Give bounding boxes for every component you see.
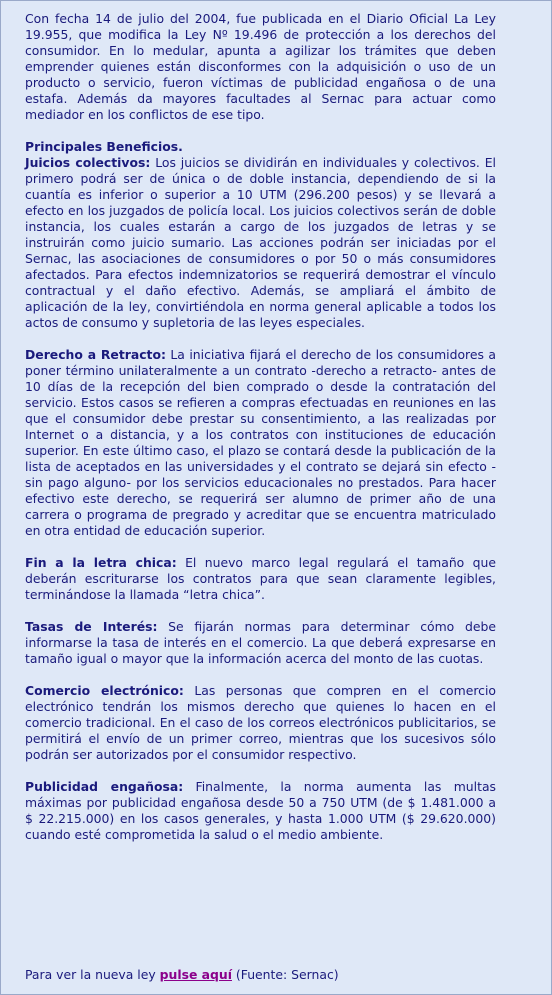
section-term: Publicidad engañosa:	[25, 779, 184, 794]
section-letra-chica	[25, 555, 496, 603]
section-term: Juicios colectivos:	[25, 155, 151, 170]
section-text: El nuevo marco legal regulará el tamaño que deberán escriturarse los contratos para que sean claramente legibles, terminándose la llamada “letra chica”.	[25, 555, 496, 602]
section-text: Se fijarán normas para determinar cómo debe informarse la tasa de interés en el comercio. La que deberá expresarse en tamaño igual o mayor que la información acerca del monto de las cuotas.	[25, 619, 496, 666]
footer-line	[25, 967, 496, 983]
intro-paragraph: Con fecha 14 de julio del 2004, fue publicada en el Diario Oficial La Ley 19.955, que modifica la Ley Nº 19.496 de protección a los derechos del consumidor. En lo medular, apunta a agilizar los trámites que deben emprender quienes están disconformes con la adquisición o uso de un producto o servicio, fueron víctimas de publicidad engañosa o de una estafa. Además da mayores facultades al Sernac para actuar como mediador en los conflictos de ese tipo.	[25, 11, 496, 122]
section-comercio-electronico	[25, 683, 496, 763]
footer-prefix: Para ver la nueva ley	[25, 967, 160, 982]
section-tasas-interes	[25, 619, 496, 667]
section-term: Comercio electrónico:	[25, 683, 184, 698]
footer-source: (Fuente: Sernac)	[231, 967, 339, 982]
pulse-aqui-link[interactable]: pulse aquí	[159, 967, 232, 982]
section-text: La iniciativa fijará el derecho de los consumidores a poner término unilateralmente a un contrato -derecho a retracto- antes de 10 días de la recepción del bien comprado o desde la contratación del servicio. Estos casos se refieren a compras efectuadas en reuniones en las que el consumidor debe prestar su consentimiento, a las realizadas por Internet o a distancia, y a los contratos con instituciones de educación superior. En este último caso, el plazo se contará desde la publicación de la lista de aceptados en las universidades y el contrato se dejará sin efecto -sin pago alguno- por los servicios educacionales no prestados. Para hacer efectivo este derecho, se requerirá ser alumno de primer año de una carrera o programa de pregrado y acreditar que se encuentra matriculado en otra entidad de educación superior.	[25, 347, 496, 538]
section-term: Fin a la letra chica:	[25, 555, 177, 570]
section-term: Tasas de Interés:	[25, 619, 158, 634]
section-text: Finalmente, la norma aumenta las multas máximas por publicidad engañosa desde 50 a 750 UTM (de $ 1.481.000 a $ 22.215.000) en los casos generales, y hasta 1.000 UTM ($ 29.620.000) cuando esté comprometida la salud o el medio ambiente.	[25, 779, 496, 842]
section-publicidad-enganosa	[25, 779, 496, 843]
benefits-heading: Principales Beneficios.	[25, 139, 183, 154]
section-text: Las personas que compren en el comercio electrónico tendrán los mismos derecho que quienes lo hacen en el comercio tradicional. En el caso de los correos electrónicos publicitarios, se permitirá el envío de un primer correo, mientras que los sucesivos sólo podrán ser autorizados por el consumidor respectivo.	[25, 683, 496, 762]
section-derecho-retracto	[25, 347, 496, 539]
section-term: Derecho a Retracto:	[25, 347, 166, 362]
section-text: Los juicios se dividirán en individuales y colectivos. El primero podrá ser de única o de doble instancia, dependiendo de si la cuantía es inferior o superior a 10 UTM (296.200 pesos) y se llevará a efecto en los juzgados de policía local. Los juicios colectivos serán de doble instancia, los cuales estarán a cargo de los juzgados de letras y se instruirán como juicio sumario. Las acciones podrán ser iniciadas por el Sernac, las asociaciones de consumidores o por 50 o más consumidores afectados. Para efectos indemnizatorios se requerirá demostrar el vínculo contractual y el daño efectivo. Además, se ampliará el ámbito de aplicación de la ley, convirtiéndola en norma general aplicable a todos los actos de consumo y supletoria de las leyes especiales.	[25, 155, 496, 330]
article-body	[25, 11, 496, 859]
section-juicios-colectivos	[25, 155, 496, 331]
